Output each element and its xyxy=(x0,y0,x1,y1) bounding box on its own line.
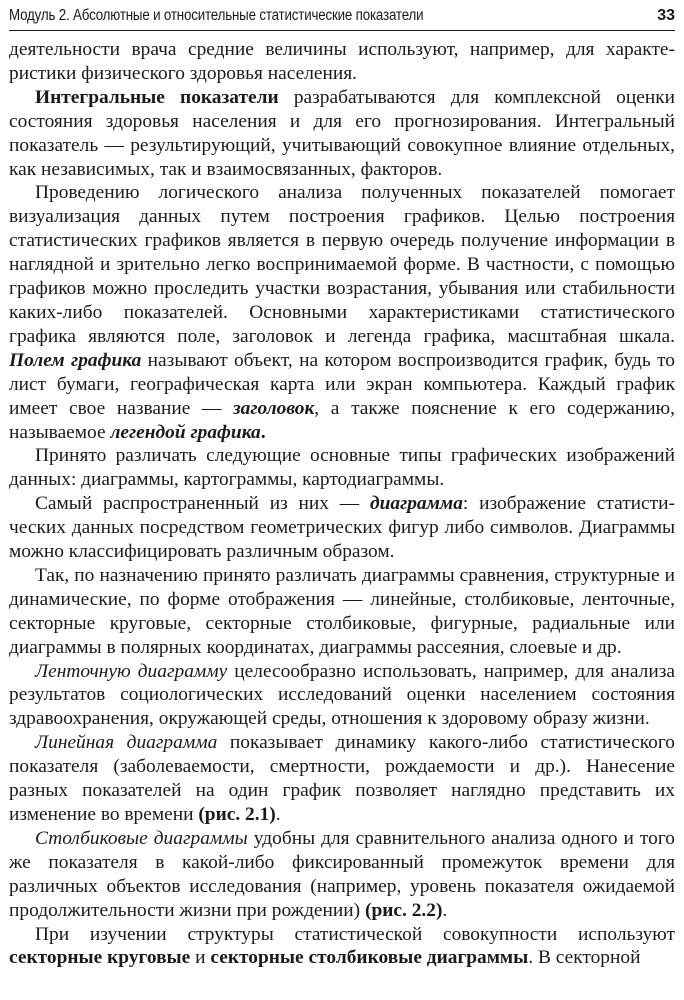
text-run: Проведению логического анализа полученных показателей помогает визуализация данных путем построения графиков. Целью построения статистических графиков является в первую очередь получение информации в наглядной и зрительно легко воспринимаемой форме. В частности, с помощью графиков можно проследить участки возрастания, убывания или стабильности каких-либо показателей. Основными характеристиками статистического графика являются поле, заголовок и легенда графика, масштабная шкала. xyxy=(9,182,675,347)
text-run: . xyxy=(442,899,448,921)
emphasized-term: Полем графика xyxy=(9,349,142,371)
emphasized-term: . xyxy=(260,421,266,443)
paragraph xyxy=(9,492,675,564)
running-header xyxy=(9,2,675,31)
text-run: Принято различать следующие основные типы графических изображений данных: диаграммы, картограммы, картодиаграммы. xyxy=(9,445,675,491)
text-run: : изображение статистических данных посредством геометрических фигур либо символов. Диаграммы можно классифицировать различным образом. xyxy=(9,493,675,563)
text-run: , а также пояснение к его содержанию, называемое xyxy=(9,397,676,443)
paragraph xyxy=(9,86,675,182)
paragraph xyxy=(9,444,675,492)
emphasized-term: Интегральные показатели xyxy=(35,86,279,108)
paragraph xyxy=(9,181,675,444)
text-run: и xyxy=(190,947,211,969)
emphasized-term: Ленточную диаграмму xyxy=(35,660,228,682)
text-run: . В секторной xyxy=(528,947,641,969)
emphasized-term: секторные столбиковые диаграммы xyxy=(210,947,529,969)
text-run: называют объект, на котором воспроизводится график, будь то лист бумаги, географическая карта или экран компьютера. Каждый график имеет свое название — xyxy=(9,349,675,419)
emphasized-term: секторные круговые xyxy=(9,947,191,969)
paragraph xyxy=(9,923,675,971)
paragraph xyxy=(9,38,675,86)
running-header-title: Модуль 2. Абсолютные и относительные статистические показатели xyxy=(9,7,424,24)
emphasized-term: легендой графика xyxy=(110,421,261,443)
paragraph xyxy=(9,660,675,732)
emphasized-term: заголовок xyxy=(233,397,315,419)
text-run: целесообразно использовать, например, для анализа результатов социологических исследований оценки населением состояния здравоохранения, окружающей среды, отношения к здоровому образу жизни. xyxy=(9,660,675,730)
text-run: удобны для сравнительного анализа одного и того же показателя в какой-либо фиксированный промежуток времени для различных объектов исследования (например, уровень показателя ожидаемой продолжительности жизни при рождении) xyxy=(9,827,675,921)
paragraph xyxy=(9,564,675,660)
text-run: деятельности врача средние величины используют, например, для характеристики физического здоровья населения. xyxy=(9,39,675,84)
paragraph xyxy=(9,731,675,827)
text-run: Самый распространенный из них — xyxy=(35,493,370,515)
text-run: разрабатываются для комплексной оценки состояния здоровья населения и для его прогнозирования. Интегральный показатель — результирующий, учитывающий совокупное влияние отдельных, как независимых, так и взаимосвязанных, факторов. xyxy=(9,86,675,180)
text-run: Так, по назначению принято различать диаграммы сравнения, структурные и динамические, по форме отображения — линейные, столбиковые, ленточные, секторные круговые, секторные столбиковые, фигурные, радиальные или диаграммы в полярных координатах, диаграммы рассеяния, слоевые и др. xyxy=(9,564,675,658)
emphasized-term: диаграмма xyxy=(369,493,463,515)
text-run: показывает динамику какого-либо статистического показателя (заболеваемости, смертности, рождаемости и др.). Нанесение разных показателей на один график позволяет наглядно представить их изменение во времени xyxy=(9,732,676,825)
text-run: . xyxy=(275,804,281,825)
paragraph xyxy=(9,827,675,923)
emphasized-term: Столбиковые диаграммы xyxy=(35,827,248,849)
emphasized-term: Линейная диаграмма xyxy=(35,732,218,754)
emphasized-term: (рис. 2.1) xyxy=(198,804,276,825)
body-text xyxy=(9,38,675,970)
emphasized-term: (рис. 2.2) xyxy=(364,899,443,921)
text-run: При изучении структуры статистической совокупности используют xyxy=(35,923,675,945)
page-number: 33 xyxy=(657,7,675,24)
